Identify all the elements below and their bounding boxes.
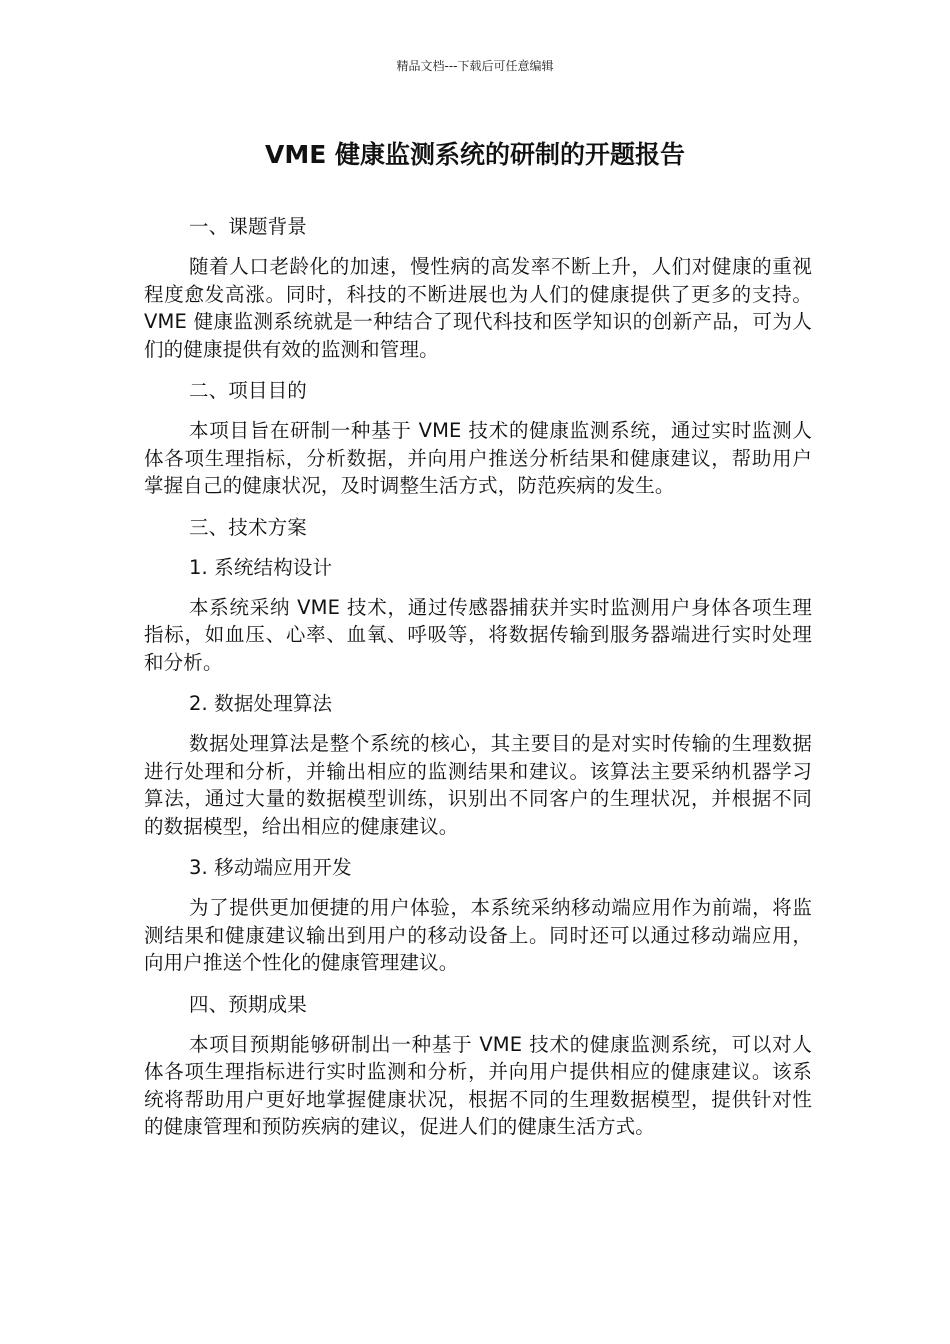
document-body	[144, 213, 812, 1155]
subsection-heading-system-architecture: 1. 系统结构设计	[189, 555, 333, 579]
paragraph-mobile-app: 为了提供更加便捷的用户体验，本系统采纳移动端应用作为前端，将监测结果和健康建议输出到用户的移动设备上。同时还可以通过移动端应用，向用户推送个性化的健康管理建议。	[144, 896, 812, 974]
section-heading-expected-results: 四、预期成果	[189, 992, 307, 1016]
section-heading-technical-plan: 三、技术方案	[189, 515, 307, 539]
paragraph-data-algorithm: 数据处理算法是整个系统的核心，其主要目的是对实时传输的生理数据进行处理和分析，并输出相应的监测结果和建议。该算法主要采纳机器学习算法，通过大量的数据模型训练，识别出不同客户的生理状况，并根据不同的数据模型，给出相应的健康建议。	[144, 732, 812, 838]
page-header-watermark: 精品文档---下载后可任意编辑	[396, 59, 554, 73]
section-heading-objective: 二、项目目的	[189, 379, 307, 402]
paragraph-expected-results: 本项目预期能够研制出一种基于 VME 技术的健康监测系统，可以对人体各项生理指标进行实时监测和分析，并向用户提供相应的健康建议。该系统将帮助用户更好地掌握健康状况，根据不同的生理数据模型，提供针对性的健康管理和预防疾病的建议，促进人们的健康生活方式。	[144, 1032, 812, 1138]
section-heading-background: 一、课题背景	[189, 215, 307, 238]
document-title: VME 健康监测系统的研制的开题报告	[264, 140, 685, 169]
paragraph-system-architecture: 本系统采纳 VME 技术，通过传感器捕获并实时监测用户身体各项生理指标，如血压、心率、血氧、呼吸等，将数据传输到服务器端进行实时处理和分析。	[144, 595, 812, 674]
subsection-heading-data-algorithm: 2. 数据处理算法	[189, 692, 333, 715]
subsection-heading-mobile-app: 3. 移动端应用开发	[189, 856, 352, 879]
paragraph-background: 随着人口老龄化的加速，慢性病的高发率不断上升，人们对健康的重视程度愈发高涨。同时，科技的不断进展也为人们的健康提供了更多的支持。VME 健康监测系统就是一种结合了现代科技和医学知识的创新产品，可为人们的健康提供有效的监测和管理。	[144, 255, 812, 361]
paragraph-objective: 本项目旨在研制一种基于 VME 技术的健康监测系统，通过实时监测人体各项生理指标，分析数据，并向用户推送分析结果和健康建议，帮助用户掌握自己的健康状况，及时调整生活方式，防范疾病的发生。	[144, 419, 812, 497]
